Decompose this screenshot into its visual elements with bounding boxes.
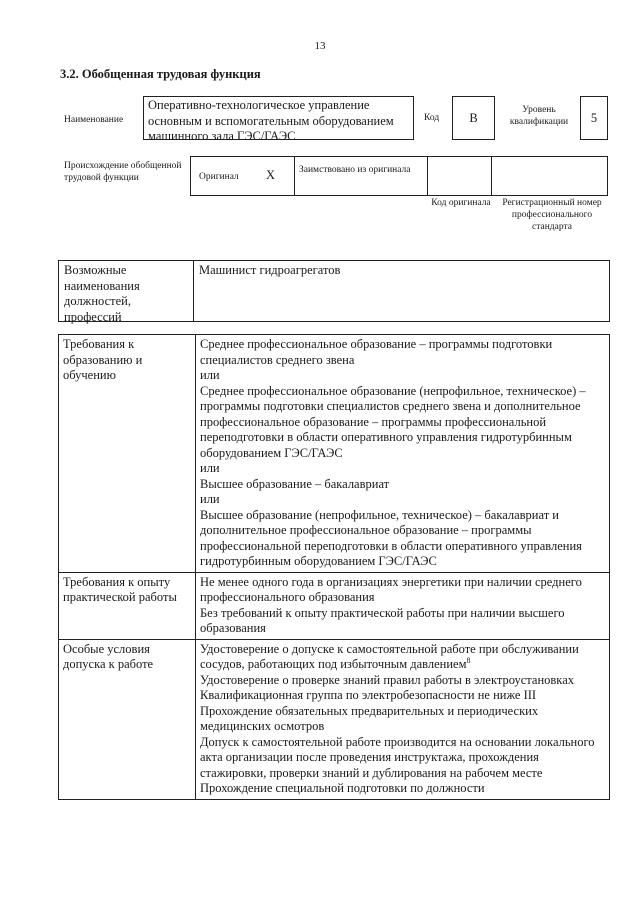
- original-mark: X: [266, 168, 276, 182]
- footnote-mark: 8: [466, 655, 471, 665]
- page-number: 13: [314, 40, 326, 52]
- list-item: или: [200, 492, 220, 506]
- divider: [491, 157, 492, 195]
- list-item: Высшее образование (непрофильное, техническое) – бакалавриат и дополнительное профессиональное образование – программы профессиональной переподготовки в области оперативного управления гидротурбинным оборудованием ГЭС/ГАЭС: [200, 507, 582, 568]
- original-label: Оригинал: [199, 172, 239, 182]
- code-original-caption: Код оригинала: [431, 198, 491, 208]
- reg-number-caption: Регистрационный номер профессионального стандарта: [502, 198, 602, 232]
- education-value: [196, 335, 610, 573]
- education-label: Требования к образованию и обучению: [59, 335, 196, 573]
- list-item: Удостоверение о проверке знаний правил работы в электроустановках: [200, 672, 574, 687]
- requirements-table: [58, 334, 610, 800]
- positions-label: Возможные наименования должностей, профессий: [64, 263, 140, 324]
- divider: [294, 157, 295, 195]
- list-item: Прохождение обязательных предварительных и периодических медицинских осмотров: [200, 703, 539, 733]
- list-item: Без требований к опыту практической работы при наличии высшего образования: [200, 605, 565, 635]
- origin-label: Происхождение обобщенной трудовой функции: [64, 161, 182, 183]
- name-label: Наименование: [64, 115, 124, 125]
- code-value: B: [452, 96, 495, 140]
- list-item: Высшее образование – бакалавриат: [200, 476, 390, 491]
- borrowed-label: Заимствовано из оригинала: [299, 165, 411, 175]
- list-item-text: Удостоверение о допуске к самостоятельной работе при обслуживании сосудов, работающих под избыточным давлением: [200, 641, 579, 671]
- positions-value: Машинист гидроагрегатов: [199, 263, 341, 277]
- level-label: Уровень квалификации: [509, 105, 569, 127]
- list-item: Квалификационная группа по электробезопасности не ниже III: [200, 688, 537, 702]
- list-item: Не менее одного года в организациях энергетики при наличии среднего профессионального образования: [200, 574, 582, 604]
- name-value: Оперативно-технологическое управление основным и вспомогательным оборудованием машинного зала ГЭС/ГАЭС: [143, 96, 414, 140]
- experience-value: [196, 572, 610, 639]
- list-item: [200, 642, 605, 673]
- experience-label: Требования к опыту практической работы: [59, 572, 196, 639]
- code-label: Код: [424, 113, 440, 123]
- table-row: [59, 335, 610, 573]
- list-item: или: [200, 461, 220, 475]
- divider: [427, 157, 428, 195]
- list-item: Прохождение специальной подготовки по должности: [200, 781, 485, 795]
- conditions-value: [196, 639, 610, 799]
- origin-table: [190, 156, 608, 196]
- table-row: [59, 572, 610, 639]
- list-item: Среднее профессиональное образование – программы подготовки специалистов среднего звена: [200, 337, 553, 367]
- list-item: Допуск к самостоятельной работе производится на основании локального акта организации после проведения инструктажа, прохождения стажировки, проверки знаний и дублирования на рабочем месте: [200, 734, 595, 780]
- divider: [193, 261, 194, 321]
- conditions-label: Особые условия допуска к работе: [59, 639, 196, 799]
- list-item: Среднее профессиональное образование (непрофильное, техническое) – программы подготовки специалистов среднего звена и дополнительное профессиональное образование – программы профессиональной переподготовки в области оперативного управления гидротурбинным оборудованием ГЭС/ГАЭС: [200, 383, 586, 460]
- positions-table: [58, 260, 610, 322]
- section-title: 3.2. Обобщенная трудовая функция: [60, 67, 261, 81]
- level-value: 5: [580, 96, 608, 140]
- list-item: или: [200, 368, 220, 382]
- table-row: [59, 639, 610, 799]
